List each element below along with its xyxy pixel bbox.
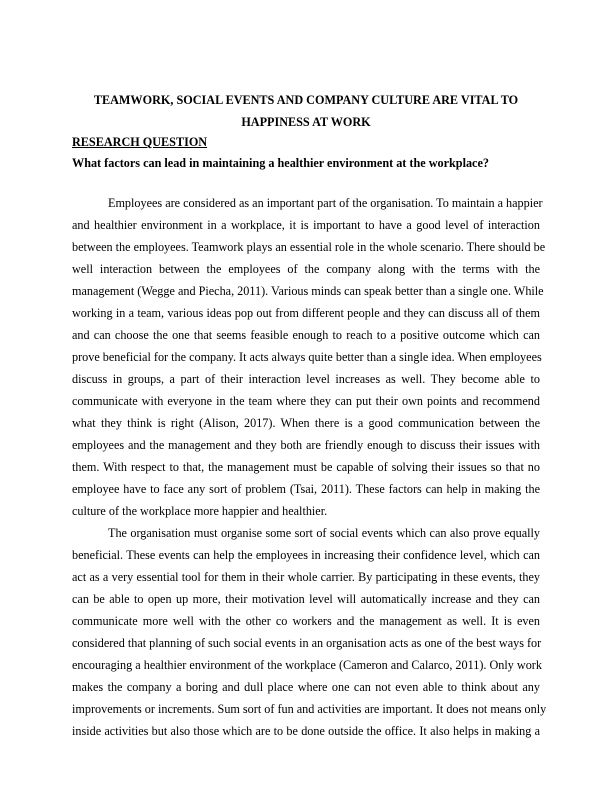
paragraph-1-line: and healthier environment in a workplace, it is important to have a good level of interaction <box>72 218 540 232</box>
document-title-line-1: TEAMWORK, SOCIAL EVENTS AND COMPANY CULTURE ARE VITAL TO <box>93 93 519 107</box>
paragraph-2-line: considered that planning of such social events in an organisation acts as one of the best ways for <box>72 636 542 650</box>
paragraph-1-line: discuss in groups, a part of their interaction level increases as well. They become able to <box>72 372 540 386</box>
paragraph-1-line: employee have to face any sort of problem (Tsai, 2011). These factors can help in making the <box>72 482 540 496</box>
paragraph-2-line: beneficial. These events can help the employees in increasing their confidence level, which can <box>72 548 540 562</box>
paragraph-1-line: prove beneficial for the company. It acts always quite better than a single idea. When employees <box>72 350 542 364</box>
section-heading: RESEARCH QUESTION <box>72 135 208 149</box>
paragraph-1-line: management (Wegge and Piecha, 2011). Various minds can speak better than a single one. While <box>72 284 544 298</box>
paragraph-1-line: what they think is right (Alison, 2017). When there is a good communication between the <box>72 416 540 430</box>
paragraph-1-line: culture of the workplace more happier and healthier. <box>72 504 328 518</box>
paragraph-1-line: them. With respect to that, the management must be capable of solving their issues so that no <box>72 460 540 474</box>
paragraph-2-line: encouraging a healthier environment of the workplace (Cameron and Calarco, 2011). Only work <box>72 658 542 672</box>
paragraph-2-line: act as a very essential tool for them in their whole carrier. By participating in these events, they <box>72 570 540 584</box>
paragraph-1-line: communicate with everyone in the team where they can put their own points and recommend <box>72 394 540 408</box>
paragraph-1-line: between the employees. Teamwork plays an essential role in the whole scenario. There should be <box>72 240 546 254</box>
paragraph-2-line: makes the company a boring and dull place where one can not even able to think about any <box>72 680 540 694</box>
paragraph-2-line: can be able to open up more, their motivation level will automatically increase and they can <box>72 592 540 606</box>
paragraph-1-line: employees and the management and they both are friendly enough to discuss their issues with <box>72 438 540 452</box>
paragraph-1-line: well interaction between the employees of the company along with the terms with the <box>72 262 540 276</box>
paragraph-2-line: inside activities but also those which are to be done outside the office. It also helps in making a <box>72 724 540 738</box>
paragraph-1-line: working in a team, various ideas pop out from different people and they can discuss all of them <box>72 306 540 320</box>
paragraph-2-line: communicate more well with the other co workers and the management as well. It is even <box>72 614 540 628</box>
paragraph-1-line: Employees are considered as an important part of the organisation. To maintain a happier <box>108 196 543 210</box>
paragraph-2-line: The organisation must organise some sort of social events which can also prove equally <box>108 526 540 540</box>
paragraph-1-line: and can choose the one that seems feasible enough to reach to a positive outcome which can <box>72 328 540 342</box>
paragraph-2-line: improvements or increments. Sum sort of fun and activities are important. It does not means only <box>72 702 547 716</box>
document-title-line-2: HAPPINESS AT WORK <box>241 115 371 129</box>
research-question: What factors can lead in maintaining a healthier environment at the workplace? <box>72 156 489 170</box>
